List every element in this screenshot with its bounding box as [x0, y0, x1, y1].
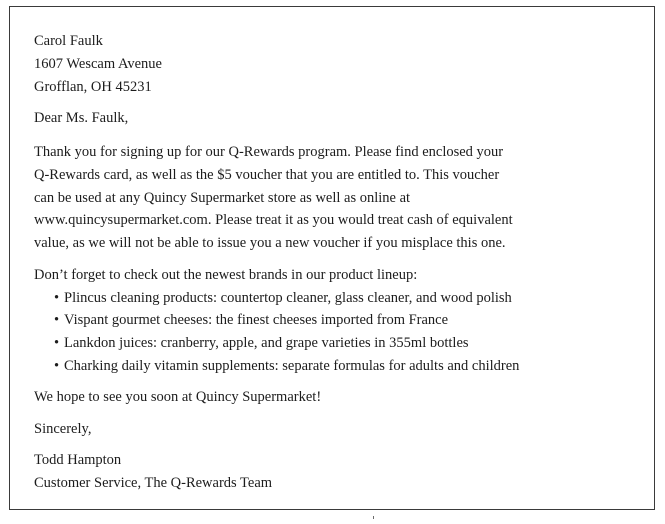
- list-item: [54, 309, 448, 332]
- salutation: Dear Ms. Faulk,: [34, 110, 129, 126]
- list-item: [54, 332, 469, 355]
- scan-speck: [373, 516, 374, 519]
- body-line: Q-Rewards card, as well as the $5 voucher that you are entitled to. This voucher: [34, 167, 500, 183]
- recipient-name: Carol Faulk: [34, 33, 103, 49]
- bullet-icon: •: [54, 312, 60, 328]
- list-item-text: Plincus cleaning products: countertop cleaner, glass cleaner, and wood polish: [64, 290, 512, 306]
- bullet-icon: •: [54, 290, 60, 306]
- body-line: www.quincysupermarket.com. Please treat it as you would treat cash of equivalent: [34, 212, 513, 228]
- recipient-city: Grofflan, OH 45231: [34, 79, 152, 95]
- body-line: can be used at any Quincy Supermarket store as well as online at: [34, 190, 411, 206]
- letter-frame: [9, 6, 655, 510]
- bullet-icon: •: [54, 335, 60, 351]
- signer-title: Customer Service, The Q-Rewards Team: [34, 475, 273, 491]
- closing-line: We hope to see you soon at Quincy Supermarket!: [34, 389, 322, 405]
- body-line: value, as we will not be able to issue you a new voucher if you misplace this one.: [34, 235, 506, 251]
- signer-name: Todd Hampton: [34, 452, 122, 468]
- bullet-icon: •: [54, 358, 60, 374]
- list-item-text: Vispant gourmet cheeses: the finest cheeses imported from France: [64, 312, 449, 328]
- list-item: [54, 287, 512, 310]
- recipient-street: 1607 Wescam Avenue: [34, 56, 162, 72]
- list-item-text: Lankdon juices: cranberry, apple, and grape varieties in 355ml bottles: [64, 335, 469, 351]
- list-intro: Don’t forget to check out the newest brands in our product lineup:: [34, 267, 418, 283]
- list-item: [54, 355, 519, 378]
- list-item-text: Charking daily vitamin supplements: separate formulas for adults and children: [64, 358, 520, 374]
- body-line: Thank you for signing up for our Q-Rewards program. Please find enclosed your: [34, 144, 504, 160]
- valediction: Sincerely,: [34, 421, 92, 437]
